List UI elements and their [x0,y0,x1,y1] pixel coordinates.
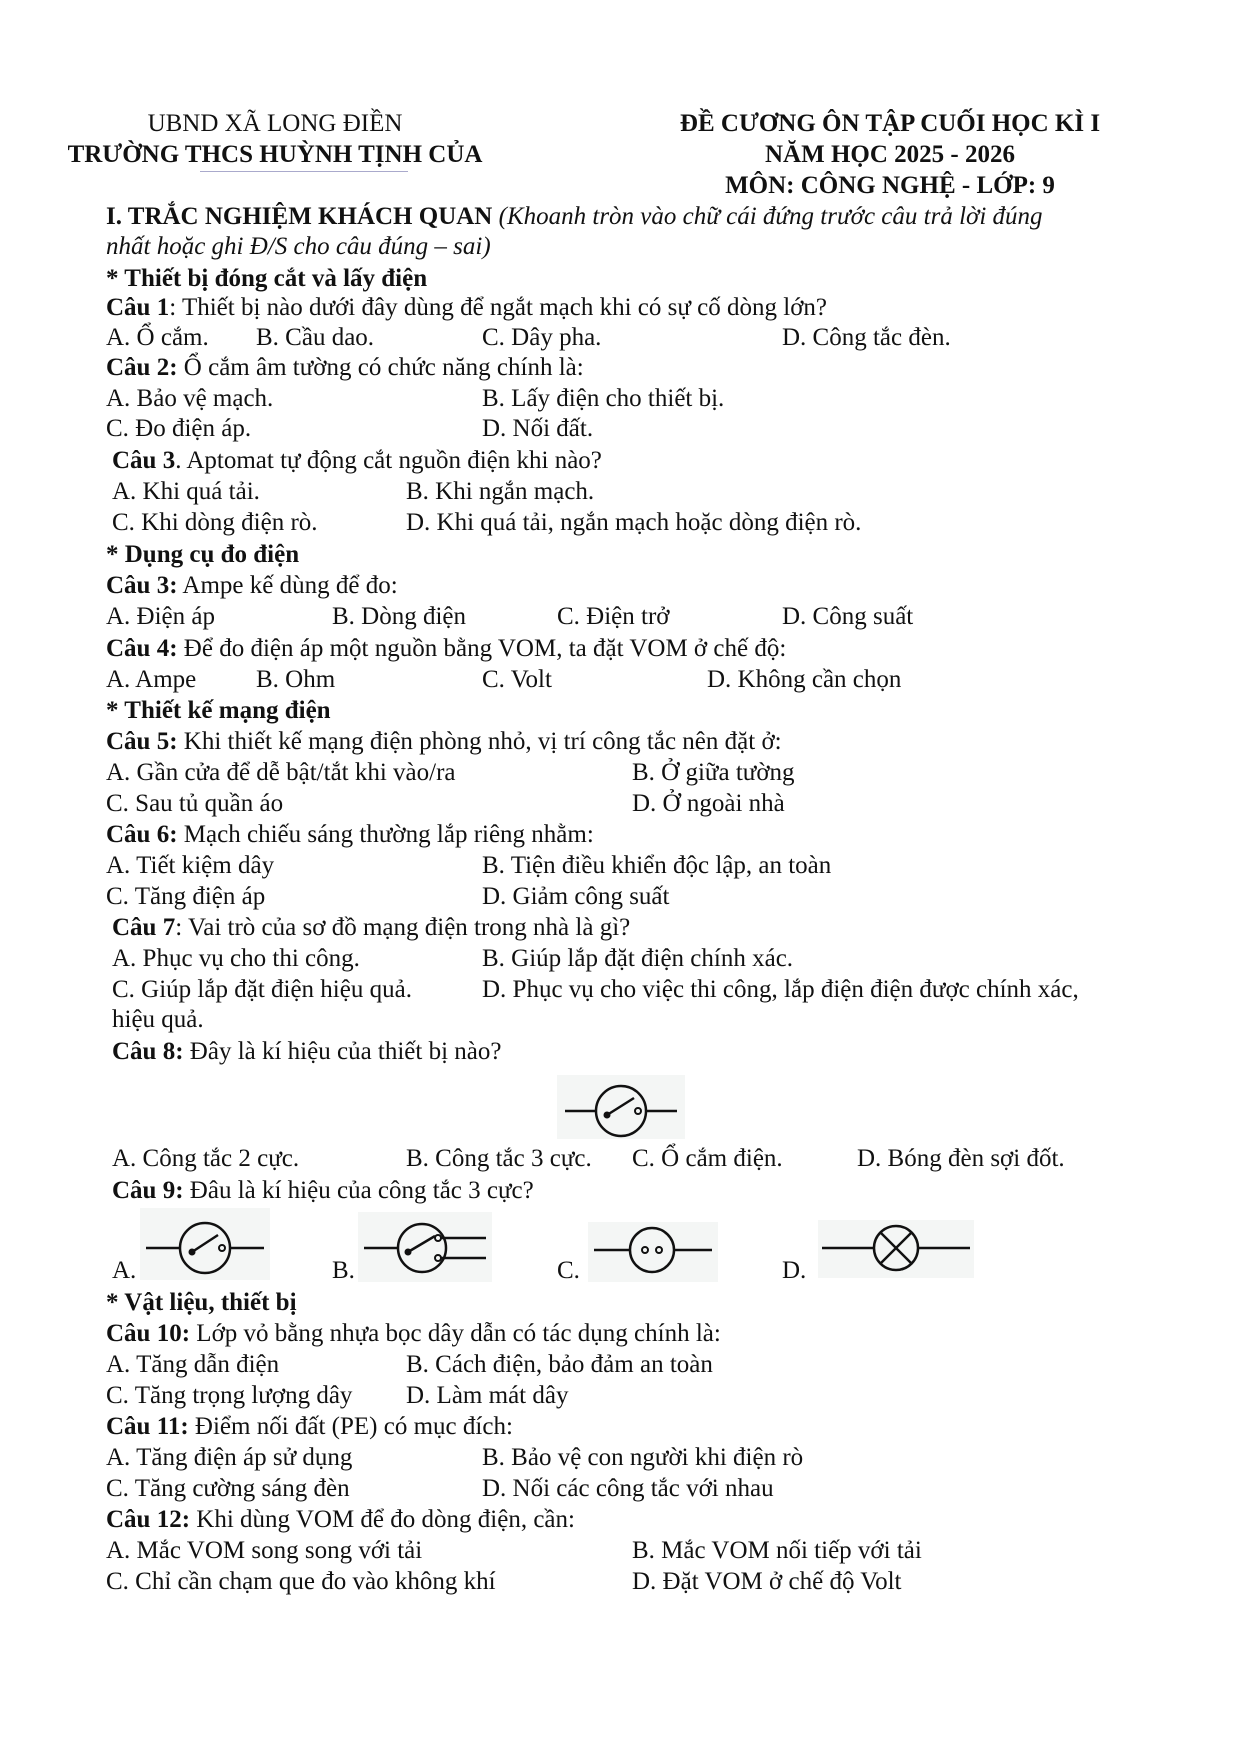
option-a-switch-symbol[interactable] [140,1208,270,1280]
option-b[interactable]: B. Ở giữa tường [632,759,795,786]
option-d[interactable]: D. Phục vụ cho việc thi công, lắp điện điện được chính xác, [482,976,1079,1003]
option-a[interactable]: A. Công tắc 2 cực. [112,1145,300,1172]
question-9 [112,1176,534,1206]
option-a[interactable]: A. Mắc VOM song song với tải [106,1537,423,1564]
option-b[interactable]: B. Khi ngắn mạch. [406,478,595,505]
option-d[interactable]: D. Bóng đèn sợi đốt. [857,1145,1065,1172]
topic-heading: * Dụng cụ đo điện [106,541,300,568]
question-text: : Vai trò của sơ đồ mạng điện trong nhà là gì? [175,914,631,941]
question-label: Câu 5: [106,728,178,755]
option-d-lamp-symbol[interactable] [818,1220,974,1278]
question-text: Khi dùng VOM để đo dòng điện, cần: [190,1506,575,1533]
option-a[interactable]: A. Ampe [106,666,197,693]
option-a[interactable]: A. Gần cửa để dễ bật/tắt khi vào/ra [106,759,456,786]
question-1 [106,293,827,323]
question-text: Lớp vỏ bằng nhựa bọc dây dẫn có tác dụng chính là: [190,1320,721,1347]
option-c[interactable]: C. Volt [482,666,552,693]
option-d[interactable]: D. Đặt VOM ở chế độ Volt [632,1568,902,1595]
option-c[interactable]: C. Đo điện áp. [106,415,252,442]
option-a[interactable]: A. Phục vụ cho thi công. [112,945,360,972]
option-a[interactable]: A. Tăng điện áp sử dụng [106,1444,353,1471]
question-6 [106,820,594,850]
section-title: I. TRẮC NGHIỆM KHÁCH QUAN [106,203,493,230]
two-pole-switch-symbol [557,1075,685,1139]
option-d-continued: hiệu quả. [112,1006,204,1033]
question-label: Câu 10: [106,1320,191,1347]
school-name: TRƯỜNG THCS HUỲNH TỊNH CỦA [67,141,483,168]
option-c[interactable]: C. Tăng điện áp [106,883,266,910]
question-label: Câu 2: [106,354,178,381]
option-d[interactable]: D. Nối đất. [482,415,594,442]
question-label: Câu 11: [106,1413,189,1440]
option-d[interactable]: D. Không cần chọn [707,666,902,693]
option-a[interactable]: A. Tiết kiệm dây [106,852,275,879]
header-underline [200,171,408,172]
question-text: Khi thiết kế mạng điện phòng nhỏ, vị trí công tắc nên đặt ở: [177,728,782,755]
option-a[interactable]: A. Tăng dẫn điện [106,1351,280,1378]
question-7 [112,913,630,943]
option-d-label[interactable]: D. [782,1257,807,1284]
option-c[interactable]: C. Ổ cắm điện. [632,1145,783,1172]
option-b-label[interactable]: B. [332,1257,355,1284]
option-a[interactable]: A. Khi quá tải. [112,478,260,505]
option-d[interactable]: D. Giảm công suất [482,883,670,910]
option-a[interactable]: A. Ổ cắm. [106,324,209,351]
question-text: Điểm nối đất (PE) có mục đích: [188,1413,513,1440]
option-c[interactable]: C. Tăng cường sáng đèn [106,1475,350,1502]
section-heading [106,202,1043,232]
question-label: Câu 3 [112,447,176,474]
option-c[interactable]: C. Dây pha. [482,324,602,351]
topic-heading: * Thiết bị đóng cắt và lấy điện [106,265,428,292]
topic-heading: * Vật liệu, thiết bị [106,1289,297,1316]
option-c[interactable]: C. Khi dòng điện rò. [112,509,318,536]
question-label: Câu 3: [106,572,178,599]
question-text: Ampe kế dùng để đo: [177,572,398,599]
option-d[interactable]: D. Ở ngoài nhà [632,790,785,817]
option-b[interactable]: B. Mắc VOM nối tiếp với tải [632,1537,922,1564]
option-a[interactable]: A. Điện áp [106,603,215,630]
school-year: NĂM HỌC 2025 - 2026 [765,141,1015,168]
question-8 [112,1037,502,1067]
option-d[interactable]: D. Công tắc đèn. [782,324,951,351]
topic-heading: * Thiết kế mạng điện [106,697,331,724]
section-instruction: (Khoanh tròn vào chữ cái đứng trước câu trả lời đúng [498,203,1043,230]
question-text: Để đo điện áp một nguồn bằng VOM, ta đặt VOM ở chế độ: [177,635,787,662]
question-12 [106,1505,575,1535]
option-c[interactable]: C. Chỉ cần chạm que đo vào không khí [106,1568,496,1595]
option-b[interactable]: B. Dòng điện [332,603,467,630]
option-b[interactable]: B. Ohm [256,666,336,693]
question-text: : Thiết bị nào dưới đây dùng để ngắt mạch khi có sự cố dòng lớn? [169,294,828,321]
question-text: Mạch chiếu sáng thường lắp riêng nhằm: [177,821,594,848]
option-b-switch-symbol[interactable] [358,1212,492,1282]
question-11 [106,1412,513,1442]
option-a[interactable]: A. Bảo vệ mạch. [106,385,274,412]
question-10 [106,1319,721,1349]
option-c[interactable]: C. Sau tủ quần áo [106,790,284,817]
option-c-socket-symbol[interactable] [588,1222,718,1282]
question-text: Ổ cắm âm tường có chức năng chính là: [177,354,584,381]
question-3b [106,571,398,601]
question-text: Đâu là kí hiệu của công tắc 3 cực? [183,1177,534,1204]
option-c[interactable]: C. Tăng trọng lượng dây [106,1382,353,1409]
option-b[interactable]: B. Công tắc 3 cực. [406,1145,592,1172]
option-b[interactable]: B. Lấy điện cho thiết bị. [482,385,725,412]
question-text: Đây là kí hiệu của thiết bị nào? [183,1038,502,1065]
option-b[interactable]: B. Bảo vệ con người khi điện rò [482,1444,804,1471]
question-label: Câu 4: [106,635,178,662]
option-b[interactable]: B. Cầu dao. [256,324,375,351]
option-a-label[interactable]: A. [112,1257,137,1284]
option-d[interactable]: D. Khi quá tải, ngắn mạch hoặc dòng điện rò. [406,509,862,536]
option-c[interactable]: C. Giúp lắp đặt điện hiệu quả. [112,976,412,1003]
question-label: Câu 12: [106,1506,191,1533]
question-2 [106,353,584,383]
option-c[interactable]: C. Điện trở [557,603,670,630]
question-label: Câu 6: [106,821,178,848]
option-b[interactable]: B. Giúp lắp đặt điện chính xác. [482,945,794,972]
option-d[interactable]: D. Nối các công tắc với nhau [482,1475,774,1502]
question-4 [106,634,786,664]
option-d[interactable]: D. Công suất [782,603,914,630]
section-instruction-cont: nhất hoặc ghi Đ/S cho câu đúng – sai) [106,233,491,260]
header-right [630,108,1150,201]
option-b[interactable]: B. Tiện điều khiển độc lập, an toàn [482,852,832,879]
subject-grade: MÔN: CÔNG NGHỆ - LỚP: 9 [725,172,1055,199]
question-label: Câu 8: [112,1038,184,1065]
question-5 [106,727,782,757]
question-label: Câu 1 [106,294,170,321]
doc-title: ĐỀ CƯƠNG ÔN TẬP CUỐI HỌC KÌ I [679,110,1101,137]
option-d[interactable]: D. Làm mát dây [406,1382,569,1409]
question-label: Câu 7 [112,914,176,941]
question-3a [112,446,602,476]
question-label: Câu 9: [112,1177,184,1204]
option-b[interactable]: B. Cách điện, bảo đảm an toàn [406,1351,713,1378]
district-name: UBND XÃ LONG ĐIỀN [147,110,403,137]
question-text: . Aptomat tự động cắt nguồn điện khi nào? [175,447,602,474]
header-left [55,108,495,170]
option-c-label[interactable]: C. [557,1257,580,1284]
